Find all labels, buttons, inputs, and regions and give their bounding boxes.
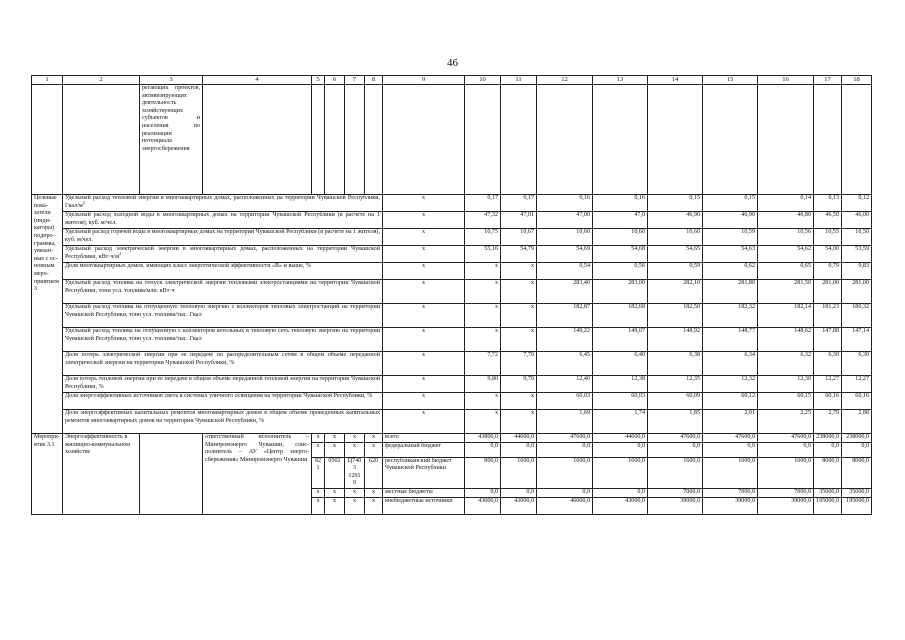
funding-value: 0,0	[501, 442, 537, 457]
indicator-value: 0,83	[842, 263, 872, 280]
indicator-value: x	[465, 328, 501, 352]
indicator-value: 54,68	[593, 246, 648, 263]
funding-value: 195000,0	[842, 497, 872, 514]
budget-code: Ц7403 12910	[345, 457, 365, 488]
measure-executors: ответственный исполнитель – Минпромэнерго Чувашии, соисполнитель – АУ «Центр энергосбережения» Минпромэнерго Чувашии	[203, 434, 312, 515]
indicator-value: 281,80	[703, 280, 758, 304]
indicator-value: 149,07	[593, 328, 648, 352]
indicator-value: 0,14	[758, 195, 814, 212]
continuation-row	[32, 85, 872, 195]
indicator-value: 0,13	[814, 195, 842, 212]
funding-value: 0,0	[465, 442, 501, 457]
indicator-text	[63, 352, 383, 376]
indicator-label: Доля энергоэффективных капитальных ремонтов многоквартирных домов в общем объеме проведенных капитальных ремонтов многоквартирных домов на территории Чувашской Республики, %	[65, 410, 380, 424]
indicator-value: 6,32	[758, 352, 814, 376]
column-number: 8	[365, 76, 383, 85]
table-cell	[648, 85, 703, 195]
indicator-text	[63, 280, 383, 304]
unit-superscript: 2	[118, 250, 122, 256]
table-cell	[758, 85, 814, 195]
indicator-value: 0,15	[648, 195, 703, 212]
funding-value: 44600,0	[501, 434, 537, 443]
indicator-value: 6,38	[648, 352, 703, 376]
indicator-row	[32, 195, 872, 212]
indicator-value: 281,00	[814, 280, 842, 304]
budget-code: x	[365, 497, 383, 514]
indicator-value: 182,87	[537, 304, 593, 328]
indicator-source: x	[383, 263, 465, 280]
indicator-label: Доля потерь тепловой энергии при ее передаче в общем объеме переданной тепловой энергии на территории Чувашской Республики, %	[65, 376, 380, 390]
funding-value: 39000,0	[703, 497, 758, 514]
indicator-value: 10,67	[501, 229, 537, 246]
indicator-value: 6,45	[537, 352, 593, 376]
indicator-label: Доля потерь электрической энергии при ее передаче по распределительным сетям в общем объеме переданной электрической энергии на территории Чувашской Республики, %	[65, 352, 380, 366]
indicator-value: 2,79	[814, 410, 842, 434]
indicator-value: 46,50	[814, 212, 842, 229]
funding-value: 1600,0	[593, 457, 648, 488]
indicator-label: Удельный расход холодной воды в многоквартирных домах на территории Чувашской Республики (в расчете на 1 жителя), куб. м/чел.	[65, 212, 380, 226]
indicator-row	[32, 304, 872, 328]
indicator-value: 60,15	[758, 393, 814, 410]
indicator-value: 7,70	[501, 352, 537, 376]
table-cell	[593, 85, 648, 195]
funding-value: 0,0	[537, 442, 593, 457]
measure-number: Мероприятие 3.1	[32, 434, 63, 515]
column-number: 5	[312, 76, 325, 85]
indicator-value: 47,00	[537, 212, 593, 229]
indicator-value: 60,03	[537, 393, 593, 410]
indicator-value: 10,56	[758, 229, 814, 246]
funding-value: 1600,0	[537, 457, 593, 488]
indicator-row	[32, 352, 872, 376]
funding-value: 1600,0	[703, 457, 758, 488]
table-cell	[203, 85, 312, 195]
budget-code: 0502	[325, 457, 345, 488]
budget-code: x	[345, 488, 365, 497]
funding-value: 44600,0	[593, 434, 648, 443]
indicator-row	[32, 328, 872, 352]
funding-value: 35000,0	[814, 488, 842, 497]
indicator-source: x	[383, 246, 465, 263]
indicator-value: 10,59	[703, 229, 758, 246]
indicator-value: 1,69	[537, 410, 593, 434]
funding-value: 0,0	[465, 488, 501, 497]
funding-value: 0,0	[501, 488, 537, 497]
data-table	[31, 75, 872, 515]
funding-value: 0,0	[703, 442, 758, 457]
indicator-value: 10,60	[593, 229, 648, 246]
budget-code: x	[345, 434, 365, 443]
indicator-value: 149,22	[537, 328, 593, 352]
indicator-value: x	[501, 393, 537, 410]
indicator-source: x	[383, 410, 465, 434]
indicator-value: 46,80	[758, 212, 814, 229]
indicator-label: Удельный расход тепловой энергии в многоквартирных домах, расположенных на территории Чувашской Республики, Гкал/м	[65, 195, 380, 209]
indicator-label: Удельный расход топлива на отпуск электрической энергии тепловыми электростанциями на территории Чувашской Республики, тонн усл. топлива/млн. кВт·ч	[65, 280, 380, 294]
indicator-value: 0,12	[842, 195, 872, 212]
table-cell	[465, 85, 501, 195]
funding-source: всего	[383, 434, 465, 443]
funding-value: 0,0	[537, 488, 593, 497]
indicator-value: 9,80	[465, 376, 501, 393]
indicator-value: 0,79	[814, 263, 842, 280]
indicator-value: 1,85	[648, 410, 703, 434]
column-number: 17	[814, 76, 842, 85]
indicator-value: 0,16	[593, 195, 648, 212]
funding-value: 35000,0	[842, 488, 872, 497]
indicator-value: x	[501, 328, 537, 352]
indicator-value: 182,14	[758, 304, 814, 328]
group-label: Целевые показатели (индикаторы) подпрограммы, увязанные с основным мероприятием 3	[32, 195, 63, 434]
table-cell	[501, 85, 537, 195]
budget-code: x	[325, 442, 345, 457]
indicator-value: 47,0	[593, 212, 648, 229]
indicator-text	[63, 195, 383, 212]
indicator-row	[32, 280, 872, 304]
indicator-value: 281,50	[758, 280, 814, 304]
indicator-value: 6,34	[703, 352, 758, 376]
funding-value: 238000,0	[814, 434, 842, 443]
indicator-value: 147,88	[814, 328, 842, 352]
budget-code: x	[312, 497, 325, 514]
indicator-row	[32, 229, 872, 246]
funding-source: федеральный бюджет	[383, 442, 465, 457]
indicator-value: 9,70	[501, 376, 537, 393]
indicator-text	[63, 263, 383, 280]
indicator-text	[63, 229, 383, 246]
indicator-value: 148,77	[703, 328, 758, 352]
funding-value: 195000,0	[814, 497, 842, 514]
indicator-value: 282,10	[648, 280, 703, 304]
indicator-value: 10,55	[814, 229, 842, 246]
budget-code: 821	[312, 457, 325, 488]
indicator-value: 148,62	[758, 328, 814, 352]
budget-code: x	[345, 497, 365, 514]
funding-row	[32, 434, 872, 443]
indicator-value: 60,09	[648, 393, 703, 410]
funding-value: 43000,0	[593, 497, 648, 514]
indicator-value: 0,16	[537, 195, 593, 212]
indicator-value: 283,00	[593, 280, 648, 304]
indicator-label: Удельный расход горячей воды в многоквартирных домах на территории Чувашской Республики (в расчете на 1 жителя), куб. м/чел.	[65, 229, 380, 243]
indicator-source: x	[383, 393, 465, 410]
budget-code: x	[325, 434, 345, 443]
funding-value: 0,0	[758, 442, 814, 457]
indicator-text	[63, 410, 383, 434]
indicator-label: Доля энергоэффективных источников света в системах уличного освещения на территории Чувашской Республики, %	[65, 393, 373, 399]
funding-value: 0,0	[648, 442, 703, 457]
column-number: 6	[325, 76, 345, 85]
budget-code: x	[312, 434, 325, 443]
indicator-source: x	[383, 376, 465, 393]
indicator-source: x	[383, 304, 465, 328]
budget-code: x	[365, 488, 383, 497]
indicator-value: 12,35	[648, 376, 703, 393]
indicator-row	[32, 410, 872, 434]
funding-source: местные бюджеты	[383, 488, 465, 497]
measure-title: Энергоэффективность в жилищно-коммунальном хозяйстве	[63, 434, 140, 515]
indicator-value: 10,60	[648, 229, 703, 246]
column-number: 10	[465, 76, 501, 85]
column-number: 15	[703, 76, 758, 85]
indicator-value: 60,03	[593, 393, 648, 410]
indicator-value: 182,50	[648, 304, 703, 328]
page-number: 46	[447, 57, 458, 69]
funding-value: 0,0	[814, 442, 842, 457]
unit-superscript: 2	[82, 199, 85, 205]
funding-source: внебюджетные источники	[383, 497, 465, 514]
indicator-value: 54,63	[703, 246, 758, 263]
column-number-row	[32, 76, 872, 85]
indicator-source: x	[383, 280, 465, 304]
indicator-text	[63, 246, 383, 263]
indicator-text	[63, 304, 383, 328]
continuation-text: регающих проектов, активизирующих деятельность хозяйствующих субъектов и населения по реализации потенциала энергосбережения	[140, 85, 203, 195]
table-cell	[537, 85, 593, 195]
indicator-source: x	[383, 229, 465, 246]
indicator-value: 0,17	[465, 195, 501, 212]
indicator-value: 12,38	[593, 376, 648, 393]
funding-source: республиканский бюджет Чувашской Республики	[383, 457, 465, 488]
column-number: 1	[32, 76, 63, 85]
budget-code: x	[365, 442, 383, 457]
indicator-value: x	[465, 393, 501, 410]
funding-value: 7000,0	[758, 488, 814, 497]
funding-value: 43800,0	[465, 434, 501, 443]
budget-code: x	[345, 442, 365, 457]
budget-code: 620	[365, 457, 383, 488]
indicator-value: 12,32	[703, 376, 758, 393]
indicator-value: 12,30	[758, 376, 814, 393]
indicator-value: 10,50	[842, 229, 872, 246]
indicator-source: x	[383, 195, 465, 212]
indicator-value: 147,14	[842, 328, 872, 352]
indicator-value: 55,16	[465, 246, 501, 263]
budget-code: x	[365, 434, 383, 443]
indicator-value: x	[501, 263, 537, 280]
indicator-row	[32, 393, 872, 410]
indicator-row	[32, 376, 872, 393]
indicator-value: 47,32	[465, 212, 501, 229]
indicator-value: 182,32	[703, 304, 758, 328]
indicator-value: 2,25	[758, 410, 814, 434]
indicator-value: 10,75	[465, 229, 501, 246]
funding-value: 39000,0	[648, 497, 703, 514]
indicator-value: 6,40	[593, 352, 648, 376]
funding-value: 1600,0	[758, 457, 814, 488]
funding-value: 1600,0	[501, 457, 537, 488]
measure-goal	[140, 434, 203, 515]
indicator-value: 182,68	[593, 304, 648, 328]
funding-value: 39000,0	[758, 497, 814, 514]
indicator-value: 6,30	[842, 352, 872, 376]
indicator-value: 10,60	[537, 229, 593, 246]
table-cell	[312, 85, 325, 195]
indicator-value: 148,92	[648, 328, 703, 352]
indicator-value: 0,15	[703, 195, 758, 212]
indicator-value: 12,40	[537, 376, 593, 393]
indicator-source: x	[383, 352, 465, 376]
funding-value: 8000,0	[842, 457, 872, 488]
column-number: 16	[758, 76, 814, 85]
table-cell	[383, 85, 465, 195]
column-number: 9	[383, 76, 465, 85]
indicator-value: x	[465, 410, 501, 434]
funding-value: 0,0	[593, 488, 648, 497]
column-number: 13	[593, 76, 648, 85]
budget-code: x	[312, 442, 325, 457]
table-cell	[325, 85, 345, 195]
budget-code: x	[312, 488, 325, 497]
indicator-value: 1,74	[593, 410, 648, 434]
indicator-source: x	[383, 212, 465, 229]
funding-value: 47600,0	[648, 434, 703, 443]
indicator-value: x	[465, 263, 501, 280]
column-number: 2	[63, 76, 140, 85]
indicator-value: 60,16	[842, 393, 872, 410]
indicator-value: 180,32	[842, 304, 872, 328]
funding-value: 7000,0	[703, 488, 758, 497]
indicator-value: 0,56	[593, 263, 648, 280]
indicator-value: x	[465, 304, 501, 328]
indicator-value: 54,69	[537, 246, 593, 263]
indicator-value: 0,62	[703, 263, 758, 280]
column-number: 7	[345, 76, 365, 85]
budget-code: x	[325, 488, 345, 497]
indicator-source: x	[383, 328, 465, 352]
funding-value: 800,0	[465, 457, 501, 488]
column-number: 18	[842, 76, 872, 85]
indicator-value: 281,00	[842, 280, 872, 304]
indicator-value: 46,90	[648, 212, 703, 229]
funding-value: 0,0	[842, 442, 872, 457]
indicator-row	[32, 212, 872, 229]
funding-value: 47600,0	[537, 434, 593, 443]
column-number: 11	[501, 76, 537, 85]
funding-value: 0,0	[593, 442, 648, 457]
indicator-value: 2,01	[703, 410, 758, 434]
table-cell	[345, 85, 365, 195]
indicator-value: 46,00	[842, 212, 872, 229]
indicator-value: 60,16	[814, 393, 842, 410]
indicator-row	[32, 246, 872, 263]
table-cell	[814, 85, 842, 195]
funding-value: 7000,0	[648, 488, 703, 497]
indicator-value: 12,27	[842, 376, 872, 393]
budget-code: x	[325, 497, 345, 514]
table-cell	[365, 85, 383, 195]
indicator-value: x	[501, 280, 537, 304]
funding-value: 8000,0	[814, 457, 842, 488]
program-table	[31, 75, 871, 515]
funding-value: 47600,0	[758, 434, 814, 443]
table-cell	[32, 85, 63, 195]
indicator-value: 283,40	[537, 280, 593, 304]
indicator-value: 6,30	[814, 352, 842, 376]
indicator-label: Удельный расход электрической энергии в многоквартирных домах, расположенных на территории Чувашской Республики, кВт·ч/м	[65, 246, 380, 260]
indicator-label: Удельный расход топлива на отпущенную с коллекторов котельных в тепловую сеть тепловую энергию на территории Чувашской Республики, тонн усл. топлива/тыс. Гкал	[65, 328, 380, 342]
column-number: 12	[537, 76, 593, 85]
table-cell	[63, 85, 140, 195]
funding-value: 238000,0	[842, 434, 872, 443]
indicator-value: 2,88	[842, 410, 872, 434]
column-number: 4	[203, 76, 312, 85]
column-number: 3	[140, 76, 203, 85]
indicator-value: x	[501, 304, 537, 328]
indicator-value: 181,23	[814, 304, 842, 328]
indicator-value: 7,72	[465, 352, 501, 376]
indicator-value: 54,79	[501, 246, 537, 263]
indicator-value: 46,90	[703, 212, 758, 229]
indicator-label: Доля многоквартирных домов, имеющих класс энергетической эффективности «В» и выше, %	[65, 263, 311, 269]
indicator-value: x	[465, 280, 501, 304]
indicator-text	[63, 212, 383, 229]
indicator-value: 0,17	[501, 195, 537, 212]
column-number: 14	[648, 76, 703, 85]
indicator-text	[63, 328, 383, 352]
table-cell	[703, 85, 758, 195]
indicator-value: 54,65	[648, 246, 703, 263]
indicator-value: 47,01	[501, 212, 537, 229]
table-cell	[842, 85, 872, 195]
indicator-value: 0,59	[648, 263, 703, 280]
indicator-text	[63, 376, 383, 393]
indicator-value: 54,00	[814, 246, 842, 263]
indicator-value: x	[501, 410, 537, 434]
indicator-value: 53,59	[842, 246, 872, 263]
indicator-value: 0,65	[758, 263, 814, 280]
indicator-value: 60,12	[703, 393, 758, 410]
indicator-value: 54,62	[758, 246, 814, 263]
funding-value: 1600,0	[648, 457, 703, 488]
funding-value: 46000,0	[537, 497, 593, 514]
funding-value: 47600,0	[703, 434, 758, 443]
indicator-text	[63, 393, 383, 410]
indicator-value: 12,27	[814, 376, 842, 393]
indicator-label: Удельный расход топлива на отпущенную тепловую энергию с коллекторов тепловых электростанций на территории Чувашской Республики, тонн усл. топлива/тыс. Гкал	[65, 304, 380, 318]
indicator-value: 0,54	[537, 263, 593, 280]
funding-value: 43000,0	[465, 497, 501, 514]
funding-value: 43000,0	[501, 497, 537, 514]
indicator-row	[32, 263, 872, 280]
